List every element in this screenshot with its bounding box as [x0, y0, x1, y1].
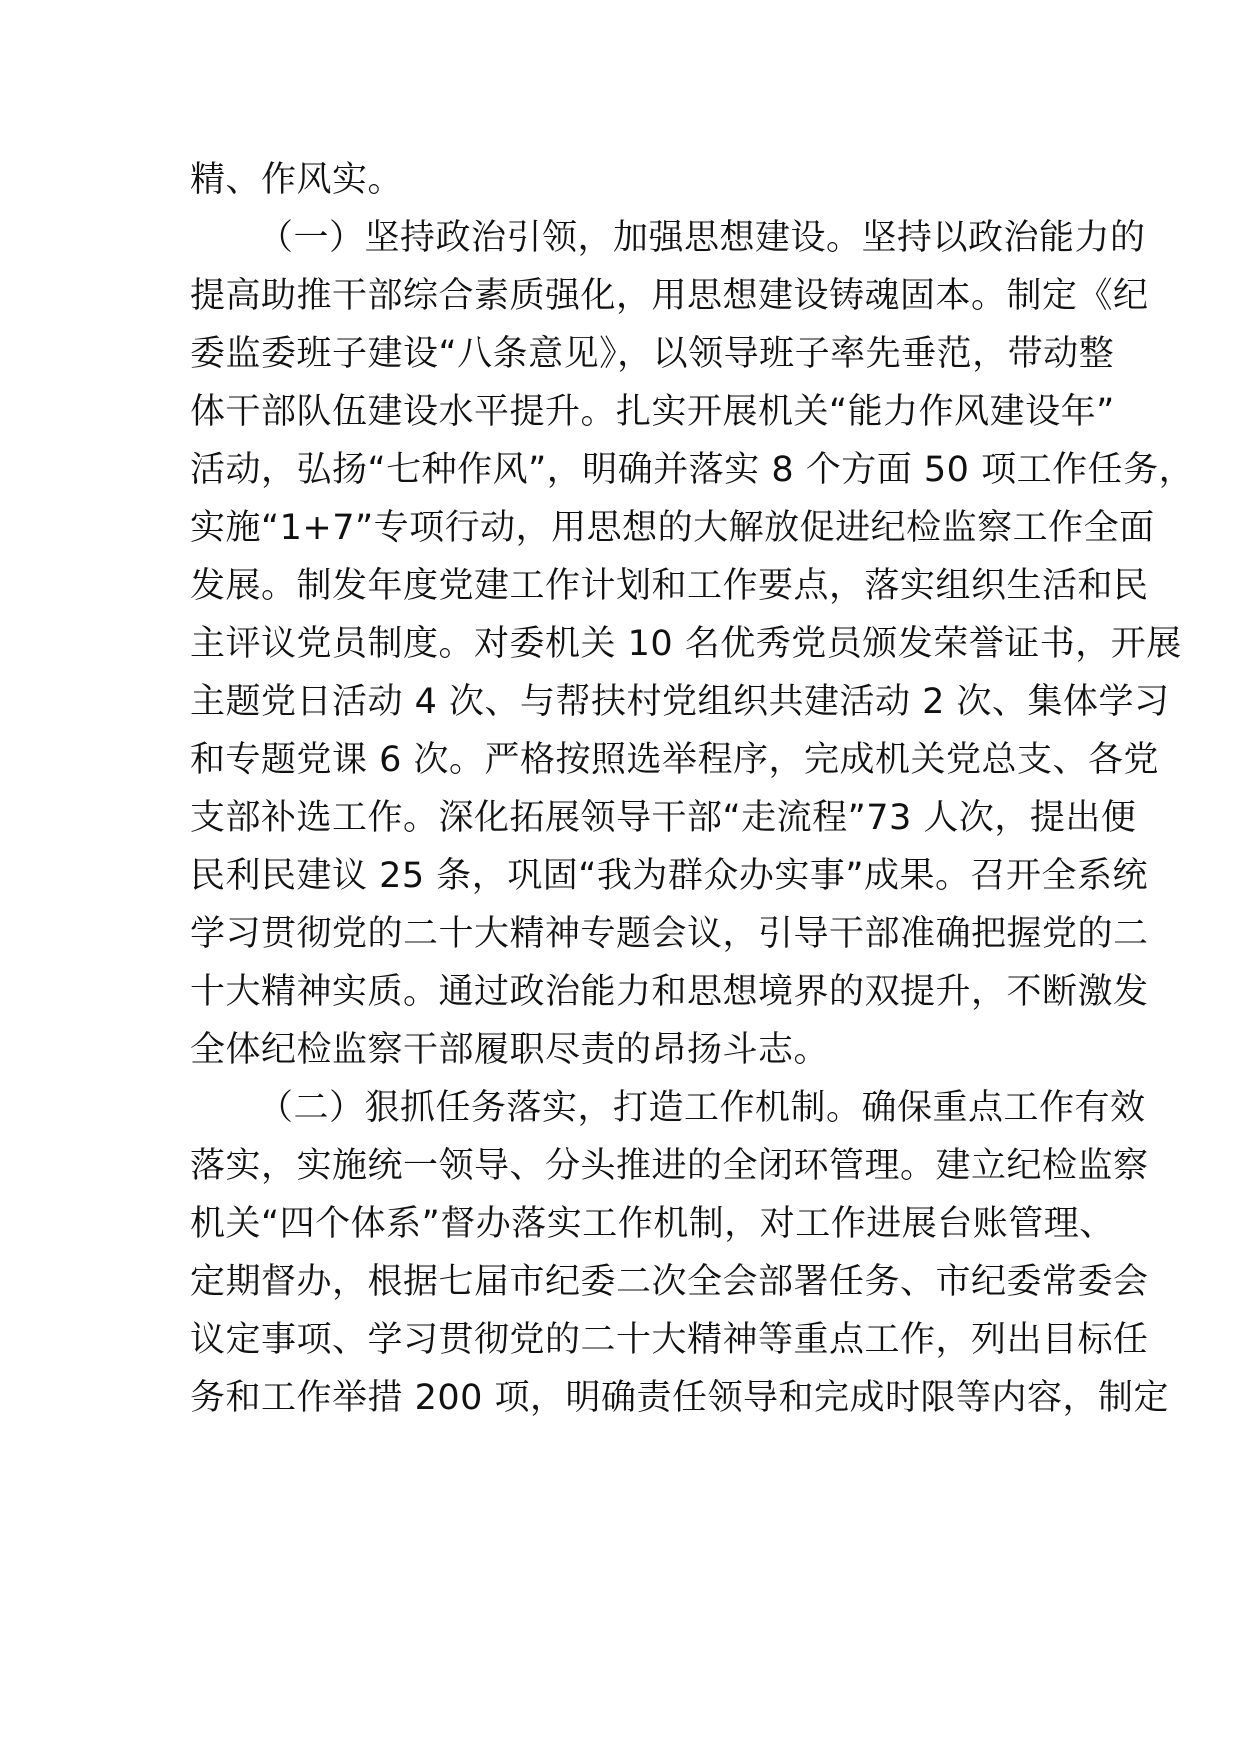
text-line: 实施“1+7”专项行动，用思想的大解放促进纪检监察工作全面 [190, 508, 1155, 548]
text-line: 落实，实施统一领导、分头推进的全闭环管理。建立纪检监察 [190, 1146, 1149, 1186]
text-line: 委监委班子建设“八条意见》，以领导班子率先垂范，带动整 [190, 334, 1115, 374]
text-line: 精、作风实。 [190, 160, 404, 200]
text-line: 支部补选工作。深化拓展领导干部“走流程”73 人次，提出便 [190, 798, 1137, 838]
text-line: 主题党日活动 4 次、与帮扶村党组织共建活动 2 次、集体学习 [190, 682, 1170, 722]
text-line: 和专题党课 6 次。严格按照选举程序，完成机关党总支、各党 [190, 740, 1160, 780]
section-heading-line: （二）狠抓任务落实，打造工作机制。确保重点工作有效 [258, 1088, 1146, 1128]
text-line: 提高助推干部综合素质强化，用思想建设铸魂固本。制定《纪 [190, 276, 1149, 316]
text-line: 十大精神实质。通过政治能力和思想境界的双提升，不断激发 [190, 972, 1149, 1012]
text-line: 议定事项、学习贯彻党的二十大精神等重点工作，列出目标任 [190, 1320, 1149, 1360]
text-line: 民利民建议 25 条，巩固“我为群众办实事”成果。召开全系统 [190, 856, 1149, 896]
text-line: 发展。制发年度党建工作计划和工作要点，落实组织生活和民 [190, 566, 1149, 606]
text-line: 主评议党员制度。对委机关 10 名优秀党员颁发荣誉证书，开展 [190, 624, 1182, 664]
text-line: 定期督办，根据七届市纪委二次全会部署任务、市纪委常委会 [190, 1262, 1149, 1302]
section-heading-line: （一）坚持政治引领，加强思想建设。坚持以政治能力的 [258, 218, 1146, 258]
text-line: 体干部队伍建设水平提升。扎实开展机关“能力作风建设年” [190, 392, 1115, 432]
text-line: 学习贯彻党的二十大精神专题会议，引导干部准确把握党的二 [190, 914, 1149, 954]
text-line: 机关“四个体系”督办落实工作机制，对工作进展台账管理、 [190, 1204, 1115, 1244]
text-line: 务和工作举措 200 项，明确责任领导和完成时限等内容，制定 [190, 1378, 1170, 1418]
text-line: 活动，弘扬“七种作风”，明确并落实 8 个方面 50 项工作任务， [190, 450, 1195, 490]
text-line: 全体纪检监察干部履职尽责的昂扬斗志。 [190, 1030, 830, 1070]
